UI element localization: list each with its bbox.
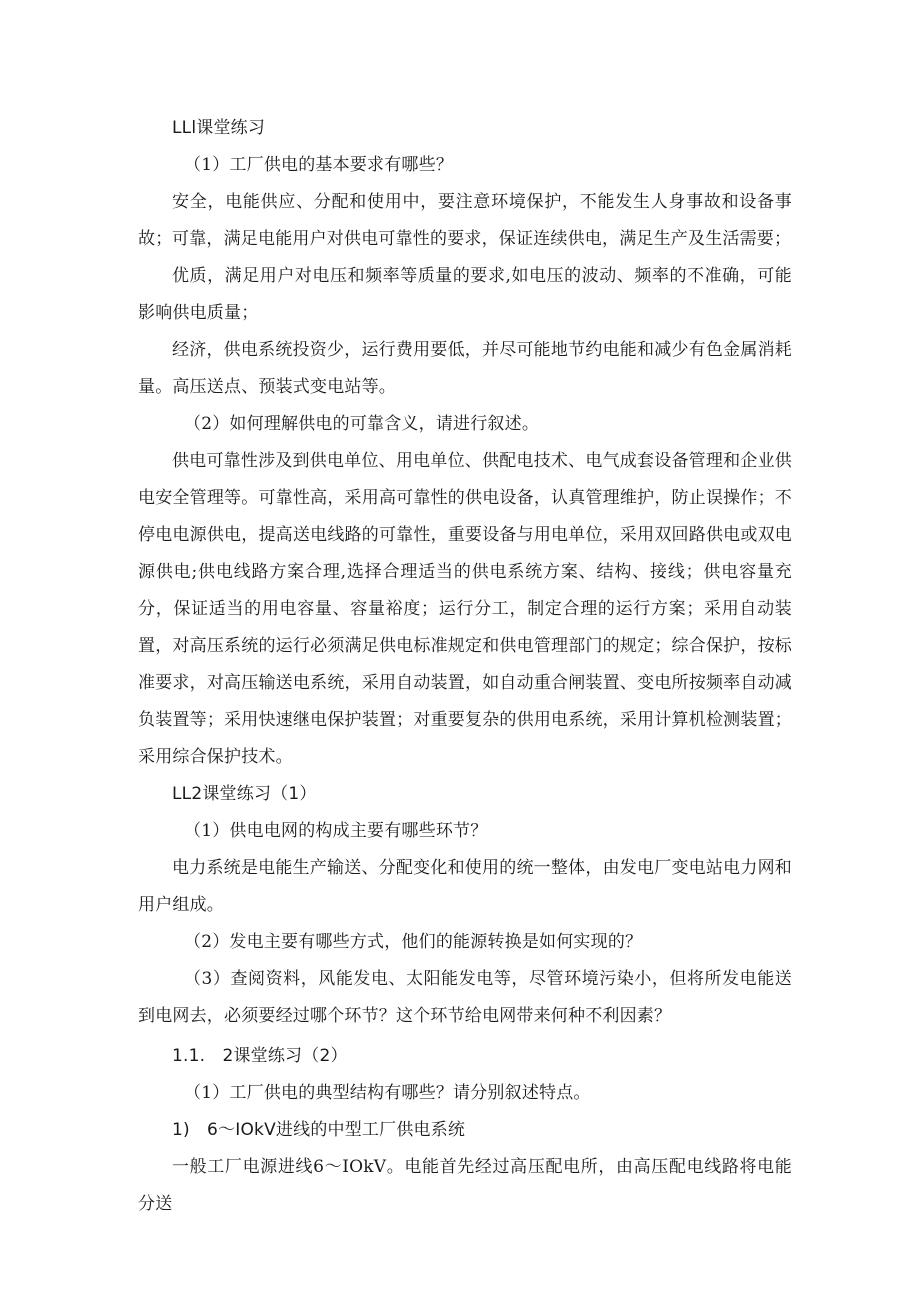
list-item-1: 1) 6〜IOkV进线的中型工厂供电系统 — [172, 1120, 466, 1140]
section-heading-1-1-2-part2: 1.1. 2课堂练习（2） — [172, 1046, 348, 1066]
answer-reliability: 可靠，满足电能用户对供电可靠性的要求，保证连续供电，满足生产及生活需要； — [172, 229, 792, 249]
question-2: （2）如何理解供电的可靠含义，请进行叙述。 — [184, 414, 540, 434]
question-renewable-grid: （3）查阅资料，风能发电、太阳能发电等，尽管环境污染小，但将所发电能送到电网去，必须要经过哪个环节？这个环节给电网带来何种不利因素？ — [138, 969, 792, 1026]
section-heading-1-1-2-part1: LL2课堂练习（1） — [172, 784, 317, 804]
answer-reliability-detail: 供电可靠性涉及到供电单位、用电单位、供配电技术、电气成套设备管理和企业供电安全管理等。可靠性高，采用高可靠性的供电设备，认真管理维护，防止误操作；不停电电源供电，提高送电线路的可靠性，重要设备与用电单位，采用双回路供电或双电源供电;供电线路方案合理,选择合理适当的供电系统方案、结构、接线；供电容量充分，保证适当的用电容量、容量裕度；运行分工，制定合理的运行方案；采用自动装置，对高压系统的运行必须满足供电标准规定和供电管理部门的规定；综合保护，按标准要求，对高压输送电系统，采用自动装置，如自动重合闸装置、变电所按频率自动减负装置等；采用快速继电保护装置；对重要复杂的供用电系统，采用计算机检测装置；采用综合保护技术。 — [138, 451, 792, 767]
question-typical-structure: （1）工厂供电的典型结构有哪些？请分别叙述特点。 — [184, 1083, 591, 1103]
question-generation-methods: （2）发电主要有哪些方式，他们的能源转换是如何实现的？ — [184, 932, 643, 952]
question-grid-structure: （1）供电电网的构成主要有哪些环节？ — [184, 821, 488, 841]
section-heading-1-1-1: LLl课堂练习 — [172, 118, 266, 138]
answer-safety: 安全，电能供应、分配和使用中，要注意环境保护，不能发生人身事故和设备事故； — [138, 192, 792, 249]
answer-quality: 优质，满足用户对电压和频率等质量的要求,如电压的波动、频率的不准确，可能影响供电质量； — [138, 266, 792, 323]
answer-economy: 经济，供电系统投资少，运行费用要低，并尽可能地节约电能和减少有色金属消耗量。高压送点、预装式变电站等。 — [138, 340, 792, 397]
question-1: （1）工厂供电的基本要求有哪些？ — [184, 155, 454, 175]
answer-power-system: 电力系统是电能生产输送、分配变化和使用的统一整体，由发电厂变电站电力网和用户组成。 — [138, 858, 792, 915]
answer-typical-structure: 一般工厂电源进线6〜IOkV。电能首先经过高压配电所，由高压配电线路将电能分送 — [138, 1157, 792, 1214]
